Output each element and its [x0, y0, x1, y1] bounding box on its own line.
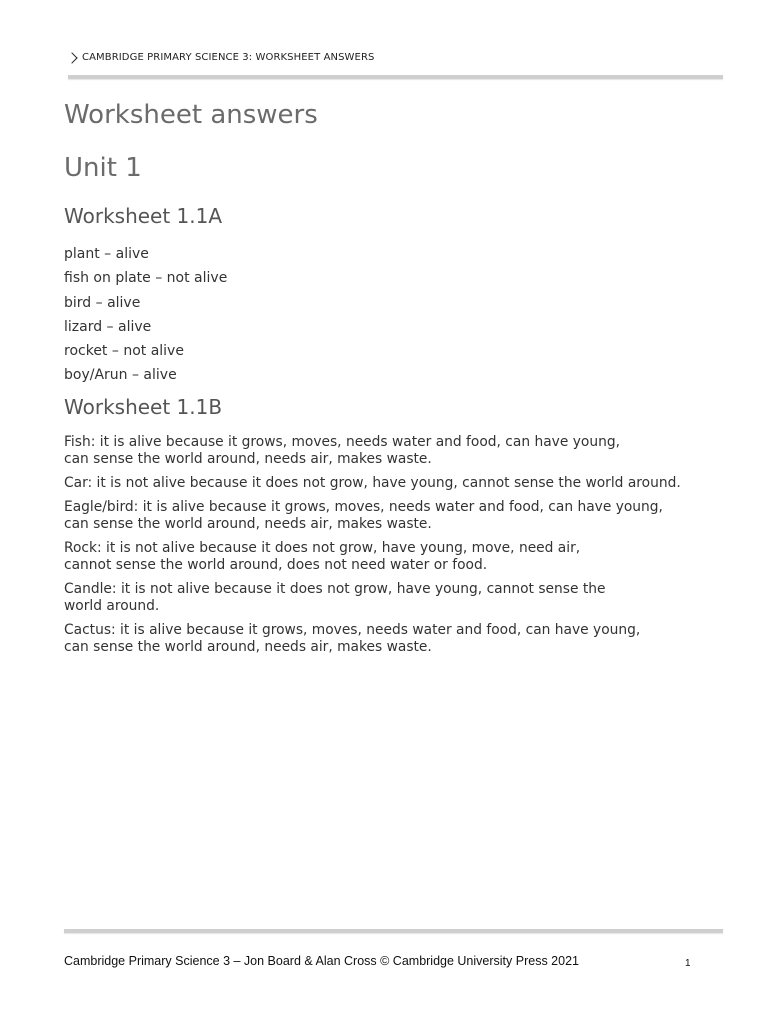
- answer-paragraph: [64, 475, 724, 492]
- answer-paragraph: [64, 581, 724, 615]
- answer-line: can sense the world around, needs air, makes waste.: [64, 516, 432, 532]
- answer-paragraph: [64, 499, 724, 533]
- answer-line: Rock: it is not alive because it does not grow, have young, move, need air,: [64, 540, 581, 556]
- list-item: boy/Arun – alive: [64, 367, 177, 384]
- answer-paragraph: [64, 540, 724, 574]
- header-divider: [68, 75, 723, 79]
- header-text: CAMBRIDGE PRIMARY SCIENCE 3: WORKSHEET ANSWERS: [82, 52, 375, 63]
- worksheet-b-answer-list: [64, 434, 724, 663]
- footer-credit: Cambridge Primary Science 3 – Jon Board & Alan Cross © Cambridge University Press 2021: [64, 954, 579, 968]
- list-item: lizard – alive: [64, 318, 152, 335]
- answer-line: Fish: it is alive because it grows, moves, needs water and food, can have young,: [64, 434, 620, 450]
- worksheet-a-heading: Worksheet 1.1A: [64, 204, 223, 228]
- worksheet-a-answer-list: [64, 244, 227, 390]
- chevron-right-icon: [66, 52, 77, 63]
- answer-line: can sense the world around, needs air, makes waste.: [64, 451, 432, 467]
- list-item: rocket – not alive: [64, 343, 184, 360]
- page-title: Worksheet answers: [64, 100, 318, 130]
- list-item: plant – alive: [64, 246, 149, 262]
- worksheet-b-heading: Worksheet 1.1B: [64, 395, 223, 419]
- list-item: bird – alive: [64, 294, 141, 311]
- answer-line: world around.: [64, 598, 160, 614]
- answer-line: can sense the world around, needs air, makes waste.: [64, 639, 432, 655]
- answer-paragraph: [64, 622, 724, 656]
- unit-heading: Unit 1: [64, 153, 142, 183]
- answer-line: Cactus: it is alive because it grows, moves, needs water and food, can have young,: [64, 622, 641, 638]
- list-item: fish on plate – not alive: [64, 270, 228, 287]
- answer-line: cannot sense the world around, does not need water or food.: [64, 557, 488, 573]
- running-header: [68, 52, 374, 63]
- answer-line: Eagle/bird: it is alive because it grows, moves, needs water and food, can have young,: [64, 499, 663, 515]
- answer-line: Candle: it is not alive because it does not grow, have young, cannot sense the: [64, 581, 606, 597]
- answer-paragraph: [64, 434, 724, 468]
- answer-line: Car: it is not alive because it does not grow, have young, cannot sense the world around.: [64, 475, 681, 491]
- page-number: 1: [685, 958, 691, 969]
- footer-divider: [64, 929, 723, 933]
